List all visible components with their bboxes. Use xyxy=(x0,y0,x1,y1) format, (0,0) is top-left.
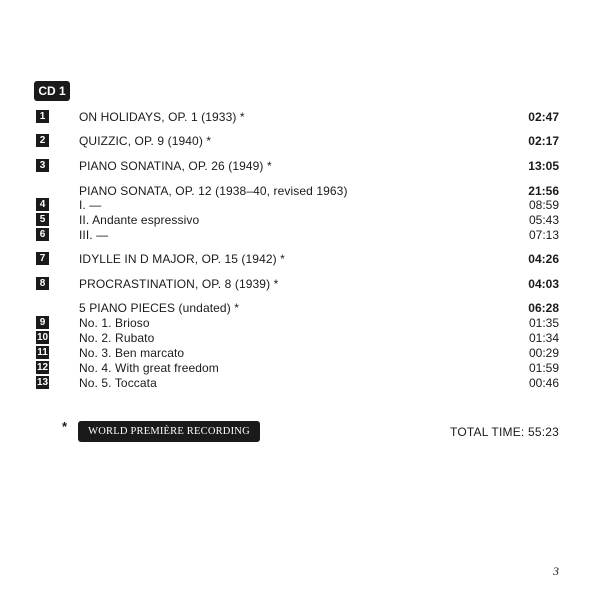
track-title: No. 5. Toccata xyxy=(79,376,157,390)
track-row xyxy=(0,198,599,213)
track-duration: 02:47 xyxy=(528,110,559,124)
track-duration: 00:46 xyxy=(528,376,559,390)
track-number: 6 xyxy=(36,228,49,241)
track-row xyxy=(0,110,599,125)
track-number: 3 xyxy=(36,159,49,172)
track-duration: 04:03 xyxy=(528,277,559,291)
track-row xyxy=(0,213,599,228)
track-number: 12 xyxy=(36,362,49,373)
track-title: PIANO SONATA, OP. 12 (1938–40, revised 1963) xyxy=(79,184,348,198)
track-row xyxy=(0,316,599,331)
cd-label-badge: CD 1 xyxy=(34,81,70,101)
track-row xyxy=(0,346,599,361)
track-row xyxy=(0,252,599,267)
track-title: ON HOLIDAYS, OP. 1 (1933) * xyxy=(79,110,245,124)
track-number: 9 xyxy=(36,316,49,329)
track-duration: 01:35 xyxy=(528,316,559,330)
track-row xyxy=(0,184,599,199)
track-duration: 07:13 xyxy=(528,228,559,242)
track-row xyxy=(0,301,599,316)
track-duration: 05:43 xyxy=(528,213,559,227)
track-row xyxy=(0,361,599,376)
track-row xyxy=(0,376,599,391)
world-premiere-badge: WORLD PREMIÈRE RECORDING xyxy=(78,421,260,442)
track-title: IDYLLE IN D MAJOR, OP. 15 (1942) * xyxy=(79,252,285,266)
track-title: PIANO SONATINA, OP. 26 (1949) * xyxy=(79,159,272,173)
track-title: 5 PIANO PIECES (undated) * xyxy=(79,301,240,315)
track-title: QUIZZIC, OP. 9 (1940) * xyxy=(79,134,212,148)
track-row xyxy=(0,331,599,346)
track-title: No. 1. Brioso xyxy=(79,316,150,330)
track-number: 1 xyxy=(36,110,49,123)
track-title: I. — xyxy=(79,198,102,212)
track-duration: 21:56 xyxy=(528,184,559,198)
page-number: 3 xyxy=(553,564,559,578)
track-title: No. 3. Ben marcato xyxy=(79,346,185,360)
track-title: II. Andante espressivo xyxy=(79,213,200,227)
track-duration: 06:28 xyxy=(528,301,559,315)
track-number: 2 xyxy=(36,134,49,147)
track-number: 5 xyxy=(36,213,49,226)
track-duration: 01:59 xyxy=(528,361,559,375)
track-number: 13 xyxy=(36,377,49,388)
track-title: No. 2. Rubato xyxy=(79,331,155,345)
track-duration: 13:05 xyxy=(528,159,559,173)
track-row xyxy=(0,228,599,243)
track-duration: 04:26 xyxy=(528,252,559,266)
track-row xyxy=(0,277,599,292)
track-number: 8 xyxy=(36,277,49,290)
track-number: 4 xyxy=(36,198,49,211)
track-duration: 08:59 xyxy=(528,198,559,212)
footnote-marker: * xyxy=(62,419,68,434)
track-row xyxy=(0,159,599,174)
track-title: III. — xyxy=(79,228,109,242)
track-duration: 00:29 xyxy=(528,346,559,360)
track-number: 11 xyxy=(37,347,48,358)
track-title: No. 4. With great freedom xyxy=(79,361,219,375)
track-number: 7 xyxy=(36,252,49,265)
track-duration: 02:17 xyxy=(528,134,559,148)
track-title: PROCRASTINATION, OP. 8 (1939) * xyxy=(79,277,279,291)
track-row xyxy=(0,134,599,149)
track-number: 10 xyxy=(36,332,49,343)
total-time: TOTAL TIME: 55:23 xyxy=(450,425,559,439)
track-duration: 01:34 xyxy=(528,331,559,345)
